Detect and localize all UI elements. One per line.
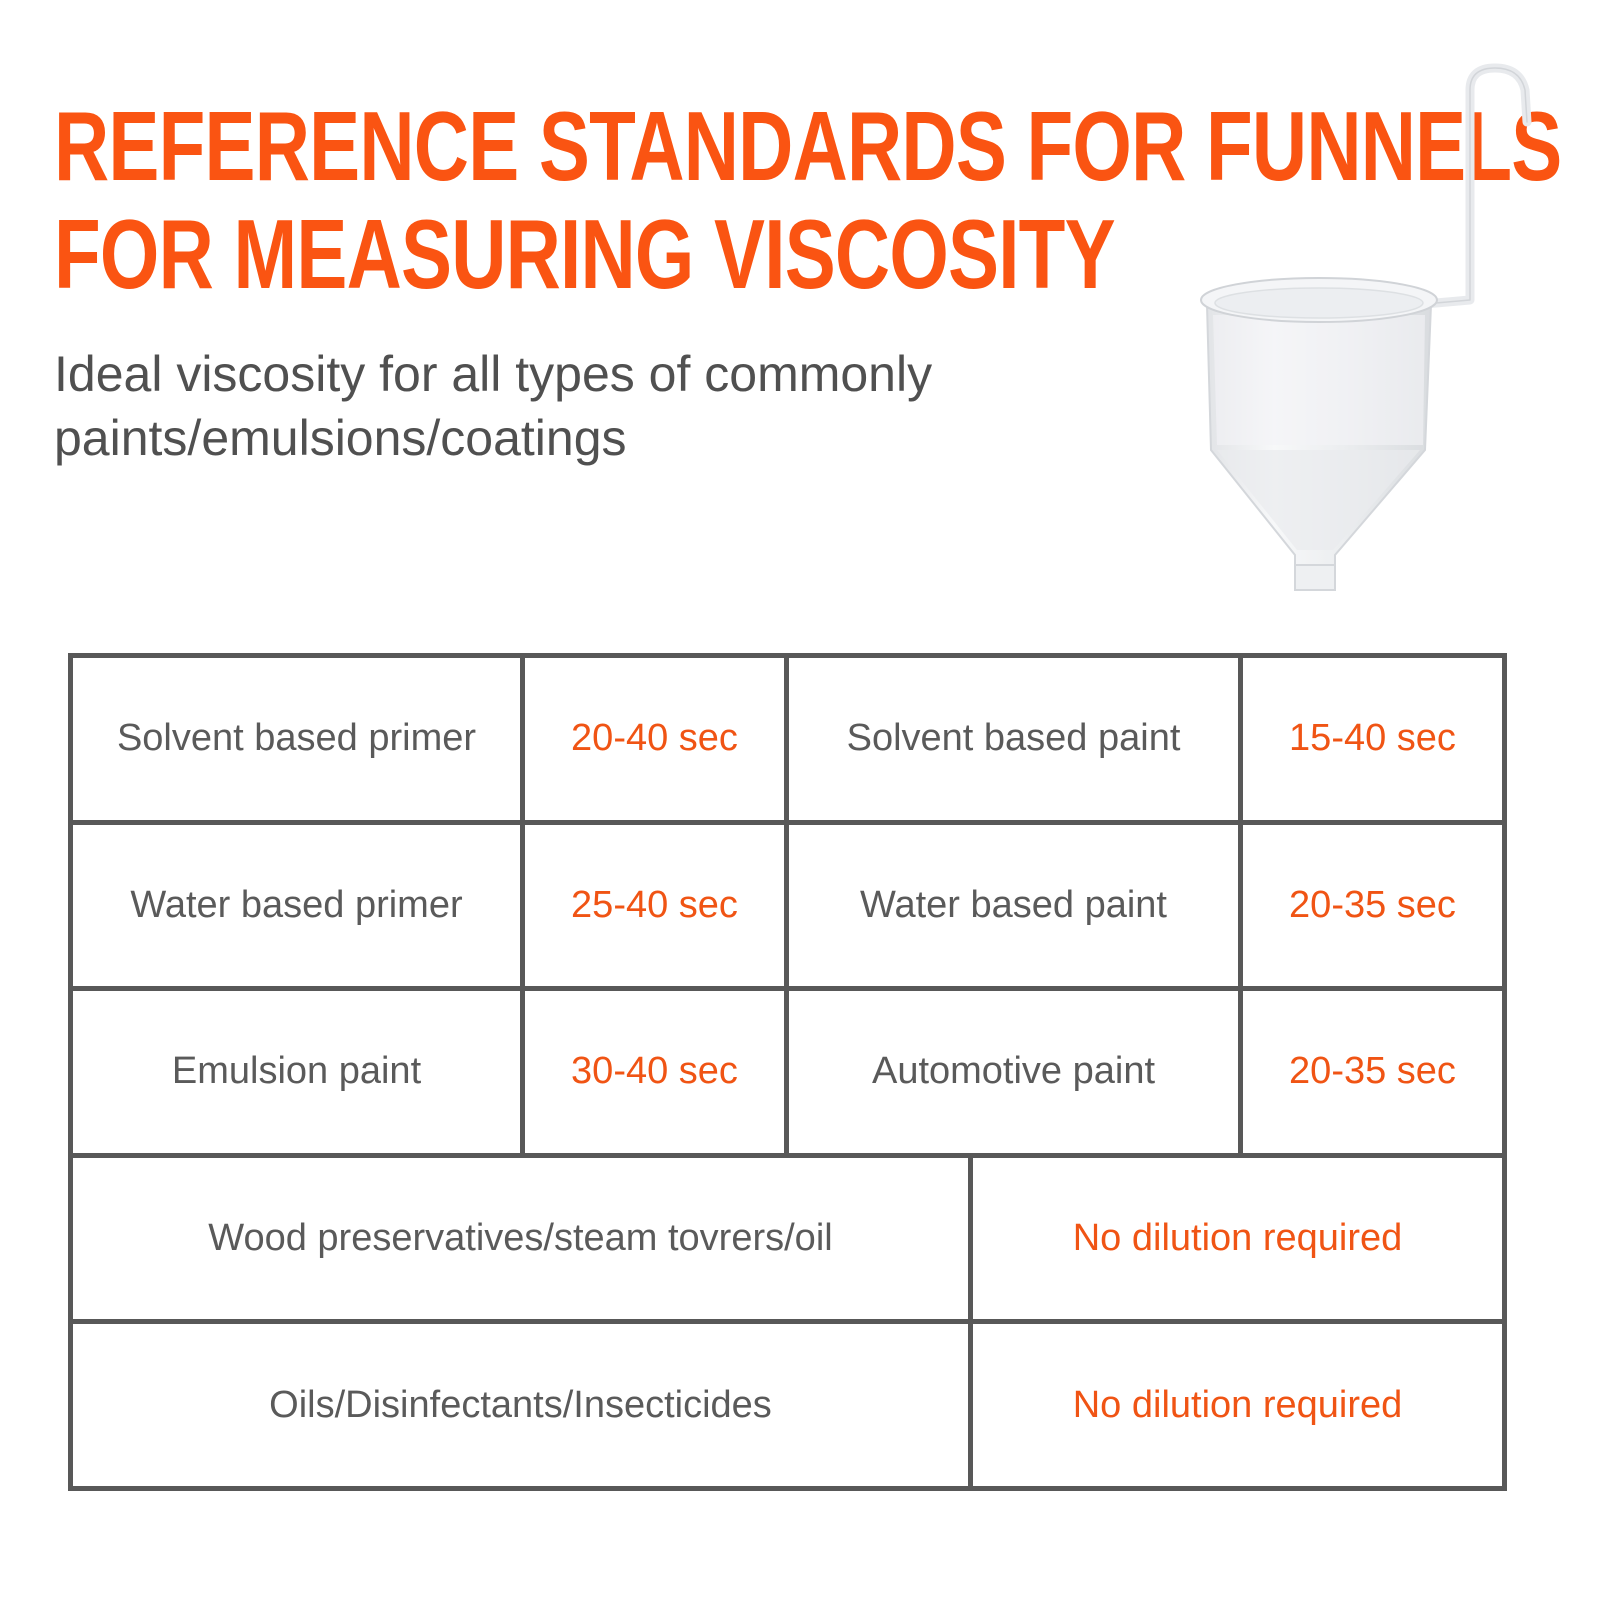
viscosity-funnel-icon — [1195, 60, 1545, 600]
table-cell-value: No dilution required — [971, 1155, 1505, 1322]
page-subtitle-line-2: paints/emulsions/coatings — [54, 410, 627, 466]
table-cell-value: 20-35 sec — [1241, 989, 1505, 1156]
table-cell-label: Emulsion paint — [71, 989, 523, 1156]
viscosity-reference-table — [68, 653, 1507, 1491]
table-cell-label: Automotive paint — [787, 989, 1241, 1156]
table-cell-value: 15-40 sec — [1241, 656, 1505, 823]
table-row — [71, 822, 1505, 989]
page-subtitle — [54, 342, 1134, 470]
page-title-line-2: FOR MEASURING VISCOSITY — [54, 199, 1115, 309]
table-cell-label: Wood preservatives/steam tovrers/oil — [71, 1155, 971, 1322]
table-cell-value: 30-40 sec — [523, 989, 787, 1156]
table-cell-label: Water based paint — [787, 822, 1241, 989]
page-title — [54, 91, 1562, 309]
table-cell-value: No dilution required — [971, 1322, 1505, 1489]
table-row — [71, 989, 1505, 1156]
table-cell-label: Oils/Disinfectants/Insecticides — [71, 1322, 971, 1489]
table-cell-label: Solvent based paint — [787, 656, 1241, 823]
table-cell-label: Water based primer — [71, 822, 523, 989]
table-row — [71, 1155, 1505, 1322]
table-row — [71, 1322, 1505, 1489]
page-title-line-1: REFERENCE STANDARDS FOR FUNNELS — [54, 91, 1562, 201]
table-cell-value: 20-35 sec — [1241, 822, 1505, 989]
table-cell-value: 20-40 sec — [523, 656, 787, 823]
page-subtitle-line-1: Ideal viscosity for all types of commonly — [54, 346, 933, 402]
table-row — [71, 656, 1505, 823]
table-cell-label: Solvent based primer — [71, 656, 523, 823]
table-cell-value: 25-40 sec — [523, 822, 787, 989]
